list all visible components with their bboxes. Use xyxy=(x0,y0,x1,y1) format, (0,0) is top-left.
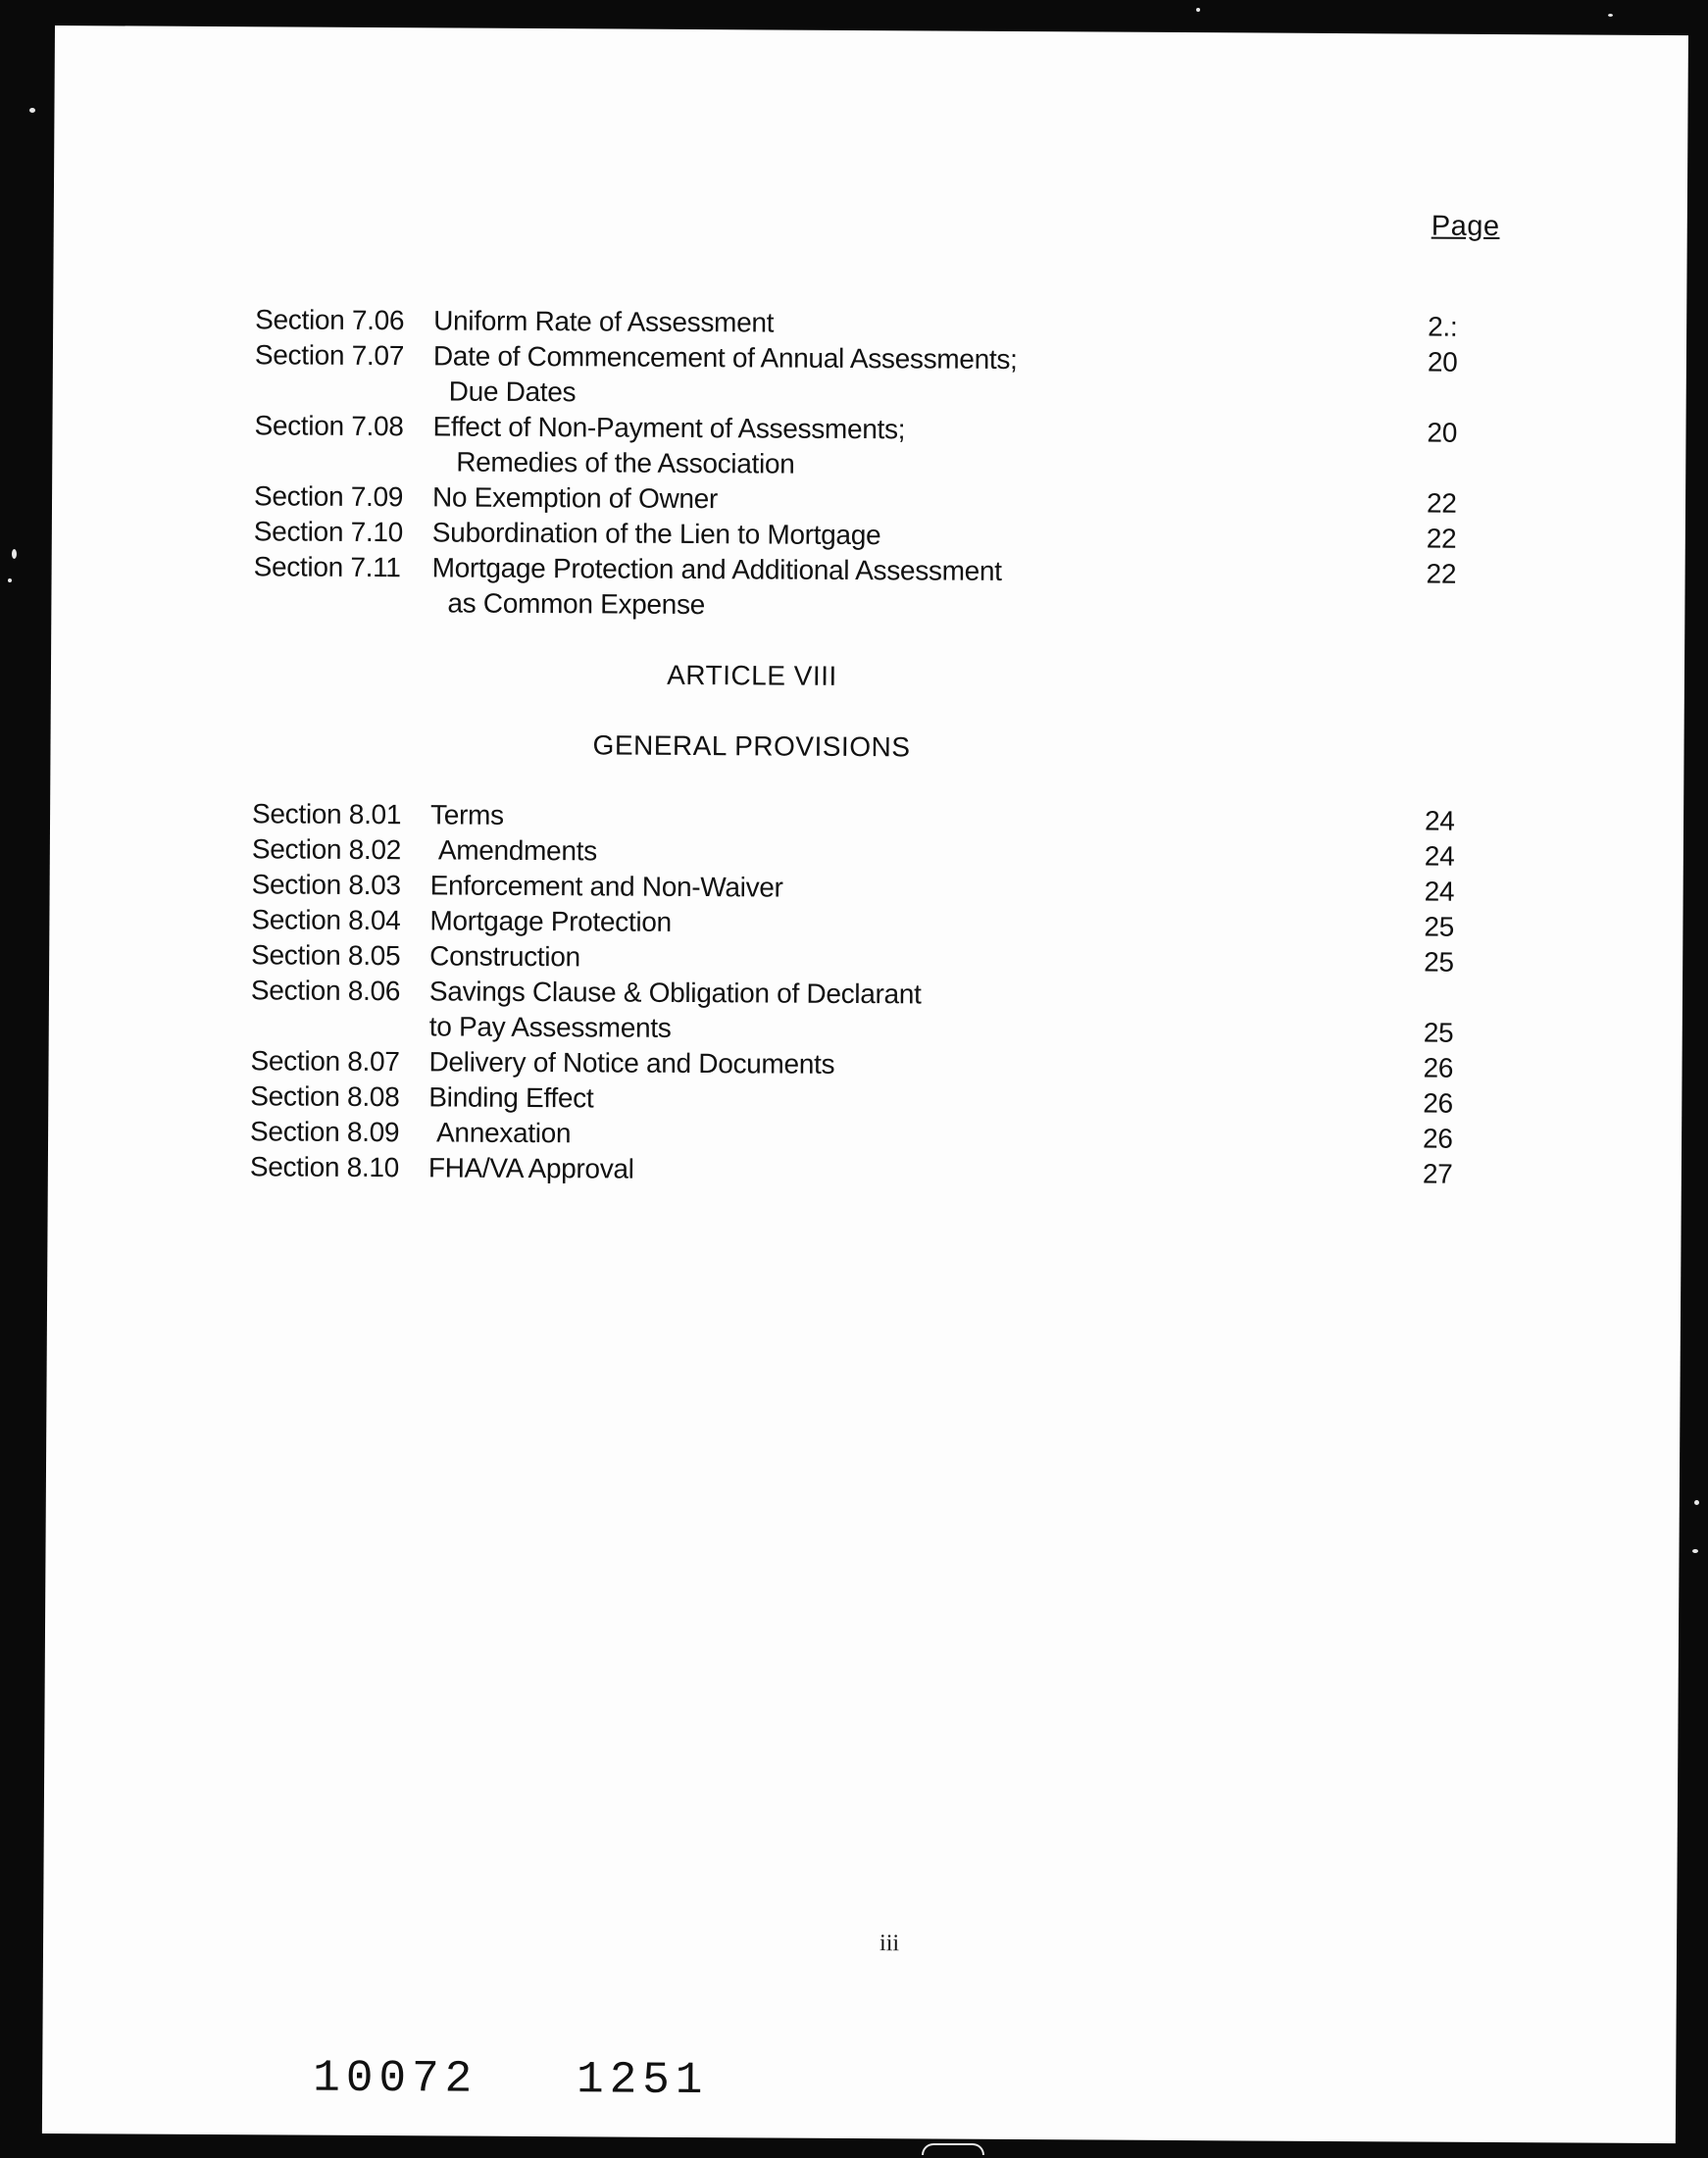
section-page: 22 xyxy=(1426,523,1457,554)
section-title: Construction xyxy=(429,940,580,973)
section-title: Due Dates xyxy=(448,376,577,408)
section-page: 24 xyxy=(1424,840,1455,872)
scan-speck xyxy=(1692,1549,1698,1553)
section-page: 22 xyxy=(1426,558,1457,589)
scan-speck xyxy=(1694,1500,1699,1505)
section-page: 24 xyxy=(1424,805,1455,836)
toc-row xyxy=(53,301,1686,342)
section-title: Uniform Rate of Assessment xyxy=(433,305,775,338)
section-title: Effect of Non-Payment of Assessments; xyxy=(432,411,906,445)
section-title: as Common Expense xyxy=(447,587,706,621)
section-number: Section 8.08 xyxy=(250,1080,400,1113)
section-number: Section 8.09 xyxy=(250,1116,400,1148)
section-page: 2.: xyxy=(1428,311,1458,342)
section-page: 20 xyxy=(1427,346,1458,377)
section-page: 22 xyxy=(1426,487,1457,519)
section-number: Section 8.05 xyxy=(251,939,401,972)
scan-speck xyxy=(29,108,35,113)
document-id-stamp: 10072 1251 xyxy=(313,2052,709,2107)
section-title: Mortgage Protection xyxy=(429,905,672,937)
section-page: 26 xyxy=(1423,1052,1454,1083)
section-page: 24 xyxy=(1424,876,1455,907)
section-page: 27 xyxy=(1422,1158,1453,1189)
section-title: to Pay Assessments xyxy=(428,1011,672,1043)
section-title: Date of Commencement of Annual Assessments; xyxy=(432,340,1018,376)
section-number: Section 7.09 xyxy=(253,480,404,513)
document-page xyxy=(42,25,1688,2143)
section-page: 20 xyxy=(1427,417,1458,448)
section-title: Terms xyxy=(429,799,504,830)
toc-row xyxy=(50,795,1683,836)
page-column-header: Page xyxy=(1431,210,1500,243)
section-number: Section 8.02 xyxy=(251,833,402,866)
scan-speck xyxy=(1196,8,1200,12)
section-number: Section 8.07 xyxy=(250,1045,400,1078)
section-title: Amendments xyxy=(437,834,597,867)
section-page: 26 xyxy=(1422,1123,1453,1154)
toc-row xyxy=(53,407,1686,448)
section-title: Mortgage Protection and Additional Assessment xyxy=(431,552,1002,586)
section-number: Section 7.08 xyxy=(254,410,404,442)
section-page: 25 xyxy=(1424,946,1454,978)
scan-speck xyxy=(8,578,12,582)
section-number: Section 8.03 xyxy=(251,869,401,901)
article-title: GENERAL PROVISIONS xyxy=(592,729,911,763)
section-title: Remedies of the Association xyxy=(456,446,795,479)
section-title: Savings Clause & Obligation of Declarant xyxy=(428,976,922,1010)
article-heading: ARTICLE VIII xyxy=(667,659,837,691)
section-number: Section 8.10 xyxy=(249,1151,400,1183)
scan-speck xyxy=(922,2143,984,2155)
section-number: Section 8.06 xyxy=(250,975,401,1007)
section-title: FHA/VA Approval xyxy=(427,1152,634,1184)
section-number: Section 7.07 xyxy=(254,339,405,372)
scan-speck xyxy=(12,549,17,559)
section-page: 25 xyxy=(1423,1017,1454,1048)
section-title: Binding Effect xyxy=(428,1081,594,1114)
section-title: Annexation xyxy=(436,1117,572,1149)
section-title: Enforcement and Non-Waiver xyxy=(429,870,783,903)
section-page: 25 xyxy=(1424,911,1455,942)
toc-row xyxy=(52,477,1685,519)
footer-page-number: iii xyxy=(879,1931,900,1957)
section-number: Section 8.04 xyxy=(251,904,401,936)
section-number: Section 7.06 xyxy=(255,304,405,336)
scan-speck xyxy=(1608,14,1613,17)
section-title: No Exemption of Owner xyxy=(431,481,719,515)
section-number: Section 7.10 xyxy=(253,516,404,548)
section-number: Section 8.01 xyxy=(251,798,402,830)
section-title: Delivery of Notice and Documents xyxy=(428,1046,835,1079)
section-title: Subordination of the Lien to Mortgage xyxy=(431,517,881,551)
section-page: 26 xyxy=(1423,1087,1453,1119)
section-number: Section 7.11 xyxy=(253,551,401,583)
